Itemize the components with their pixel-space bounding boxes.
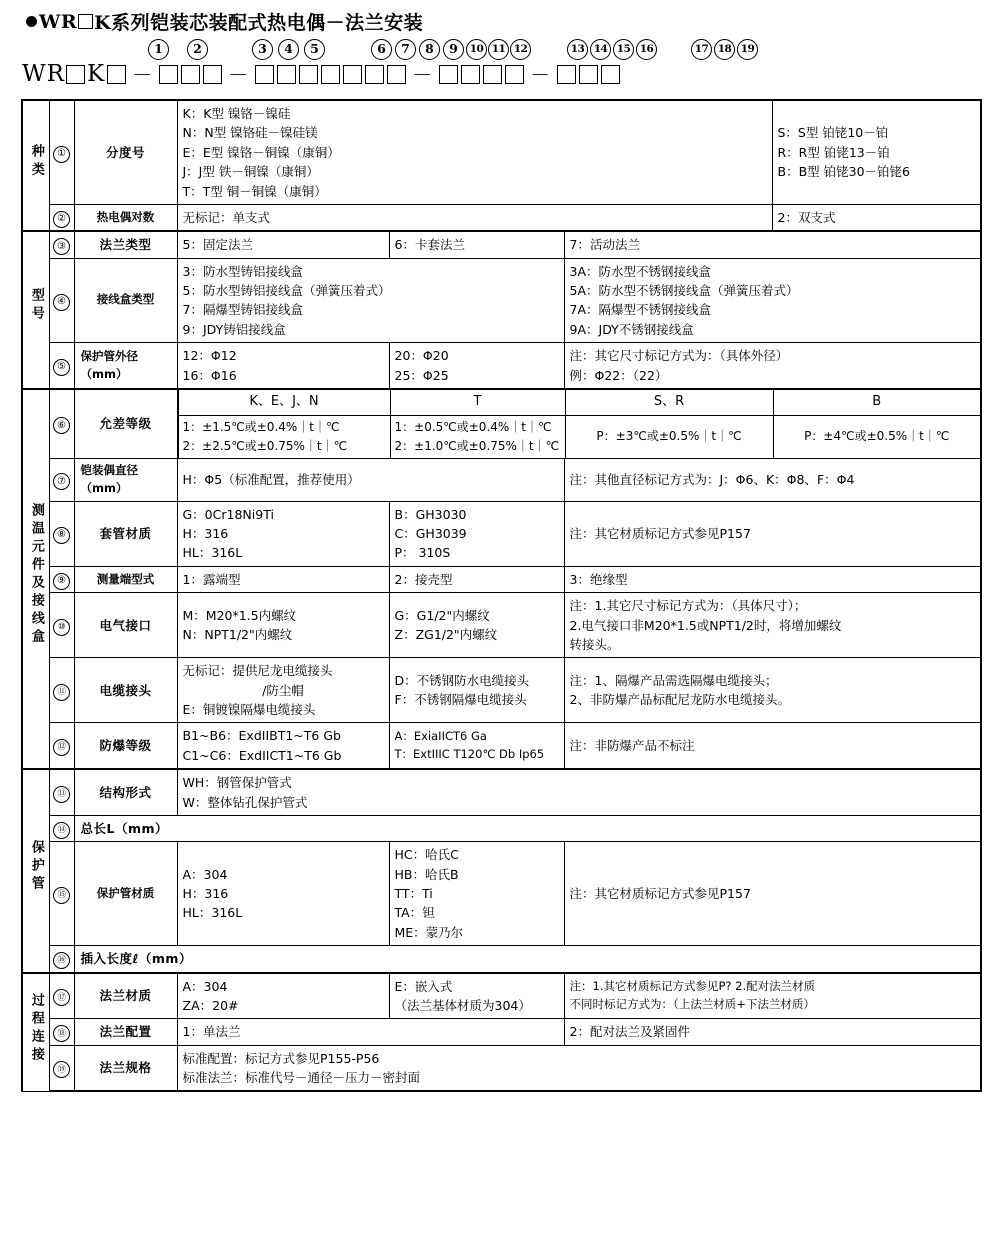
row-label-pair-count: 热电偶对数 bbox=[74, 204, 177, 231]
r6-kejn-line1: 1：±1.5℃或±0.4%｜t｜℃ bbox=[182, 419, 340, 434]
row5-col-a bbox=[177, 343, 389, 389]
row-number-2: ② bbox=[49, 204, 74, 231]
row-label-explosion-proof-class: 防爆等级 bbox=[74, 723, 177, 769]
row12-col-a bbox=[177, 723, 389, 769]
r13-a-line2: W：整体钻孔保护管式 bbox=[182, 794, 308, 810]
row-label-structure-form: 结构形式 bbox=[74, 769, 177, 815]
row2-col-a: 无标记：单支式 bbox=[177, 204, 772, 231]
code-box-11[interactable] bbox=[365, 65, 384, 84]
row19-col-a bbox=[177, 1045, 981, 1091]
r1-a-line5: T：T型 铜－铜镍（康铜） bbox=[182, 183, 327, 199]
row8-col-a bbox=[177, 501, 389, 566]
row18-col-b: 2：配对法兰及紧固件 bbox=[564, 1019, 981, 1045]
row-label-mi-cable-diameter bbox=[74, 459, 177, 502]
r1-a-line3: E：E型 镍铬－铜镍（康铜） bbox=[182, 144, 340, 160]
tolerance-values-t bbox=[390, 415, 565, 458]
r4-b-line4: 9A：JDY不锈钢接线盒 bbox=[569, 321, 694, 337]
code-circle-1: 1 bbox=[148, 39, 169, 60]
r19-a-line2: 标准法兰：标准代号－通径－压力－密封面 bbox=[182, 1070, 421, 1086]
r10-c-line3: 转接头。 bbox=[569, 636, 620, 652]
r15-b-line5: ME：蒙乃尔 bbox=[394, 924, 464, 940]
r11-b-line1: D：不锈钢防水电缆接头 bbox=[394, 672, 530, 688]
row9-col-a: 1：露端型 bbox=[177, 566, 389, 592]
group-label-process-connection: 过程连接 bbox=[22, 973, 49, 1092]
row-label-graduation-code: 分度号 bbox=[74, 100, 177, 204]
table-row-7 bbox=[22, 459, 981, 502]
tolerance-header-sr: S、R bbox=[565, 390, 773, 415]
r7-label-line1: 铠装偶直径 bbox=[80, 463, 138, 478]
code-box-17[interactable] bbox=[557, 65, 576, 84]
code-circle-7: 7 bbox=[395, 39, 416, 60]
tolerance-header-b: B bbox=[773, 390, 980, 415]
title-main: K系列铠装芯装配式热电偶－法兰安装 bbox=[94, 12, 424, 34]
r11-c-line2: 2、非防爆产品标配尼龙防水电缆接头。 bbox=[569, 692, 790, 708]
code-circle-2: 2 bbox=[187, 39, 208, 60]
code-box-4[interactable] bbox=[181, 65, 200, 84]
row1-col-a bbox=[177, 100, 772, 204]
model-code-diagram bbox=[22, 37, 1000, 99]
r8-a-line2: H：316 bbox=[182, 526, 229, 542]
row9-col-c: 3：绝缘型 bbox=[564, 566, 981, 592]
row-label-flange-configuration: 法兰配置 bbox=[74, 1019, 177, 1045]
row15-col-b bbox=[389, 842, 564, 946]
r8-b-line3: P： 310S bbox=[394, 545, 451, 561]
row3-col-a: 5：固定法兰 bbox=[177, 231, 389, 258]
table-row-1 bbox=[22, 100, 981, 204]
r4-a-line4: 9：JDY铸铝接线盒 bbox=[182, 321, 286, 337]
row-label-tolerance-class: 允差等级 bbox=[74, 389, 177, 459]
row-number-6: ⑥ bbox=[49, 389, 74, 459]
code-circle-19: 19 bbox=[737, 39, 758, 60]
r17-a-line2: ZA：20# bbox=[182, 997, 239, 1013]
r8-b-line2: C：GH3039 bbox=[394, 526, 467, 542]
r7-label-line2: （mm） bbox=[80, 480, 128, 495]
row-label-flange-spec: 法兰规格 bbox=[74, 1045, 177, 1091]
row4-col-b bbox=[564, 258, 981, 343]
table-row-15 bbox=[22, 842, 981, 946]
r10-b-line2: Z：ZG1/2"内螺纹 bbox=[394, 627, 498, 643]
r4-a-line1: 3：防水型铸铝接线盒 bbox=[182, 263, 303, 279]
specification-table bbox=[21, 99, 982, 1092]
row-number-4: ④ bbox=[49, 258, 74, 343]
table-row-19 bbox=[22, 1045, 981, 1091]
row12-col-b bbox=[389, 723, 564, 769]
r10-a-line2: N：NPT1/2"内螺纹 bbox=[182, 627, 293, 643]
row8-col-c: 注：其它材质标记方式参见P157 bbox=[564, 501, 981, 566]
row3-col-b: 6：卡套法兰 bbox=[389, 231, 564, 258]
r5-c-line1: 注：其它尺寸标记方式为：（具体外径） bbox=[569, 348, 789, 364]
r5-a-line2: 16：Φ16 bbox=[182, 367, 237, 383]
table-row-8 bbox=[22, 501, 981, 566]
table-row-16 bbox=[22, 946, 981, 973]
r5-b-line1: 20：Φ20 bbox=[394, 348, 449, 364]
r5-label-line2: （mm） bbox=[80, 366, 128, 381]
table-row-17 bbox=[22, 973, 981, 1019]
code-box-type-1[interactable] bbox=[66, 65, 85, 84]
code-dash-2: － bbox=[228, 62, 249, 87]
r15-a-line2: H：316 bbox=[182, 886, 229, 902]
r10-a-line1: M：M20*1.5内螺纹 bbox=[182, 607, 297, 623]
r17-a-line1: A：304 bbox=[182, 978, 228, 994]
row-number-17: ⑰ bbox=[49, 973, 74, 1019]
code-circle-17: 17 bbox=[691, 39, 712, 60]
row3-col-c: 7：活动法兰 bbox=[564, 231, 981, 258]
row9-col-b: 2：接壳型 bbox=[389, 566, 564, 592]
r5-a-line1: 12：Φ12 bbox=[182, 348, 237, 364]
r12-a-line2: C1~C6：ExdIICT1~T6 Gb bbox=[182, 747, 342, 763]
code-circle-8: 8 bbox=[419, 39, 440, 60]
code-box-16[interactable] bbox=[505, 65, 524, 84]
table-row-3 bbox=[22, 231, 981, 258]
group-label-protection-tube: 保护管 bbox=[22, 769, 49, 972]
bullet-icon bbox=[26, 16, 37, 27]
r17-c-line1: 注：1.其它材质标记方式参见P? 2.配对法兰材质 bbox=[569, 979, 816, 994]
row-number-13: ⑬ bbox=[49, 769, 74, 815]
code-box-18[interactable] bbox=[579, 65, 598, 84]
r8-b-line1: B：GH3030 bbox=[394, 506, 467, 522]
r17-b-line2: （法兰基体材质为304） bbox=[394, 997, 531, 1013]
table-row-13 bbox=[22, 769, 981, 815]
code-circle-11: 11 bbox=[488, 39, 509, 60]
code-prefix-k: K bbox=[86, 61, 106, 87]
code-circle-10: 10 bbox=[466, 39, 487, 60]
row11-col-a bbox=[177, 658, 389, 723]
code-dash-1: － bbox=[132, 62, 153, 87]
r12-b-line1: A：ExiaIICT6 Ga bbox=[394, 728, 487, 743]
code-circle-3: 3 bbox=[252, 39, 273, 60]
r15-b-line2: HB：哈氏B bbox=[394, 866, 459, 882]
r5-label-line1: 保护管外径 bbox=[80, 348, 138, 363]
tolerance-value-row bbox=[178, 415, 980, 458]
r12-b-line2: T：ExtIIIC T120℃ Db Ip65 bbox=[394, 746, 545, 761]
group-label-sensing-element: 测温元件及接线盒 bbox=[22, 389, 49, 769]
r15-a-line3: HL：316L bbox=[182, 905, 243, 921]
r1-a-line2: N：N型 镍铬硅－镍硅镁 bbox=[182, 125, 318, 141]
code-number-row bbox=[22, 39, 758, 60]
row-number-3: ③ bbox=[49, 231, 74, 258]
code-circle-14: 14 bbox=[590, 39, 611, 60]
row-label-junction-box-type: 接线盒类型 bbox=[74, 258, 177, 343]
row-number-11: ⑪ bbox=[49, 658, 74, 723]
code-box-3[interactable] bbox=[159, 65, 178, 84]
row-number-9: ⑨ bbox=[49, 566, 74, 592]
r11-a-line2: /防尘帽 bbox=[262, 682, 304, 698]
code-circle-9: 9 bbox=[443, 39, 464, 60]
code-circle-15: 15 bbox=[613, 39, 634, 60]
row8-col-b bbox=[389, 501, 564, 566]
r10-b-line1: G：G1/2"内螺纹 bbox=[394, 607, 490, 623]
title-placeholder-box-icon bbox=[78, 14, 93, 29]
row-label-cable-gland: 电缆接头 bbox=[74, 658, 177, 723]
group-label-category: 种类 bbox=[22, 100, 49, 231]
r1-a-line4: J：J型 铁－铜镍（康铜） bbox=[182, 164, 319, 180]
row17-col-b bbox=[389, 973, 564, 1019]
r11-a-line1: 无标记：提供尼龙电缆接头 bbox=[182, 663, 333, 679]
row10-col-c bbox=[564, 593, 981, 658]
tolerance-values-sr: P：±3℃或±0.5%｜t｜℃ bbox=[565, 415, 773, 458]
code-box-5[interactable] bbox=[203, 65, 222, 84]
row1-col-b bbox=[772, 100, 981, 204]
code-circle-5: 5 bbox=[304, 39, 325, 60]
table-row-10 bbox=[22, 593, 981, 658]
code-circle-16: 16 bbox=[636, 39, 657, 60]
r5-b-line2: 25：Φ25 bbox=[394, 367, 449, 383]
row10-col-b bbox=[389, 593, 564, 658]
r1-b-line3: B：B型 铂铑30－铂铑6 bbox=[777, 164, 910, 180]
table-row-2 bbox=[22, 204, 981, 231]
r4-a-line3: 7：隔爆型铸铝接线盒 bbox=[182, 302, 303, 318]
code-prefix-wr: WR bbox=[22, 61, 65, 87]
code-circle-6: 6 bbox=[371, 39, 392, 60]
r12-a-line1: B1~B6：ExdIIBT1~T6 Gb bbox=[182, 728, 341, 744]
r11-c-line1: 注：1、隔爆产品需选隔爆电缆接头； bbox=[569, 672, 778, 688]
row-label-flange-type: 法兰类型 bbox=[74, 231, 177, 258]
row-number-19: ⑲ bbox=[49, 1045, 74, 1091]
r17-b-line1: E：嵌入式 bbox=[394, 978, 453, 994]
r15-b-line1: HC：哈氏C bbox=[394, 847, 459, 863]
row-number-16: ⑯ bbox=[49, 946, 74, 973]
row7-col-a: H：Φ5（标准配置，推荐使用） bbox=[177, 459, 564, 502]
code-box-19[interactable] bbox=[601, 65, 620, 84]
r4-a-line2: 5：防水型铸铝接线盒（弹簧压着式） bbox=[182, 283, 391, 298]
code-box-15[interactable] bbox=[483, 65, 502, 84]
r4-b-line3: 7A：隔爆型不锈钢接线盒 bbox=[569, 302, 712, 318]
table-row-14 bbox=[22, 815, 981, 841]
table-row-18 bbox=[22, 1019, 981, 1045]
table-row-6 bbox=[22, 389, 981, 459]
tolerance-subtable bbox=[178, 390, 981, 458]
row17-col-a bbox=[177, 973, 389, 1019]
row-number-15: ⑮ bbox=[49, 842, 74, 946]
r11-a-line3: E：铜镀镍隔爆电缆接头 bbox=[182, 702, 316, 718]
row4-col-a bbox=[177, 258, 564, 343]
tolerance-header-row bbox=[178, 390, 980, 415]
row11-col-c bbox=[564, 658, 981, 723]
code-box-14[interactable] bbox=[461, 65, 480, 84]
r17-c-line2: 不同时标记方式为：（上法兰材质+下法兰材质） bbox=[569, 996, 815, 1011]
r10-c-line1: 注：1.其它尺寸标记方式为：（具体尺寸）； bbox=[569, 598, 807, 614]
group-label-model: 型号 bbox=[22, 231, 49, 389]
r15-b-line4: TA：钽 bbox=[394, 905, 435, 921]
table-row-9 bbox=[22, 566, 981, 592]
row-number-10: ⑩ bbox=[49, 593, 74, 658]
r4-b-line2: 5A：防水型不锈钢接线盒（弹簧压着式） bbox=[569, 283, 799, 298]
row-label-total-length: 总长L（mm） bbox=[74, 815, 981, 841]
row12-col-c: 注：非防爆产品不标注 bbox=[564, 723, 981, 769]
row-label-sheath-material: 套管材质 bbox=[74, 501, 177, 566]
row-number-1: ① bbox=[49, 100, 74, 204]
r6-t-line2: 2：±1.0℃或±0.75%｜t｜℃ bbox=[394, 438, 560, 453]
row11-col-b bbox=[389, 658, 564, 723]
code-box-12[interactable] bbox=[387, 65, 406, 84]
r13-a-line1: WH：钢管保护管式 bbox=[182, 775, 292, 791]
r15-b-line3: TT：Ti bbox=[394, 886, 433, 902]
tolerance-values-kejn bbox=[178, 415, 390, 458]
row-number-5: ⑤ bbox=[49, 343, 74, 389]
tolerance-header-t: T bbox=[390, 390, 565, 415]
code-box-8[interactable] bbox=[299, 65, 318, 84]
row15-col-a bbox=[177, 842, 389, 946]
code-circle-13: 13 bbox=[567, 39, 588, 60]
row6-tolerance-subtable-cell bbox=[177, 389, 981, 459]
table-row-4 bbox=[22, 258, 981, 343]
r19-a-line1: 标准配置：标记方式参见P155-P56 bbox=[182, 1050, 380, 1066]
table-row-12 bbox=[22, 723, 981, 769]
r6-t-line1: 1：±0.5℃或±0.4%｜t｜℃ bbox=[394, 419, 552, 434]
code-box-row bbox=[22, 63, 621, 86]
row-number-14: ⑭ bbox=[49, 815, 74, 841]
r8-a-line1: G：0Cr18Ni9Ti bbox=[182, 506, 274, 522]
r4-b-line1: 3A：防水型不锈钢接线盒 bbox=[569, 263, 712, 279]
code-box-type-2[interactable] bbox=[107, 65, 126, 84]
table-row-5 bbox=[22, 343, 981, 389]
code-box-13[interactable] bbox=[439, 65, 458, 84]
r1-b-line2: R：R型 铂铑13－铂 bbox=[777, 144, 890, 160]
tolerance-header-kejn: K、E、J、N bbox=[178, 390, 390, 415]
row5-col-b bbox=[389, 343, 564, 389]
code-box-10[interactable] bbox=[343, 65, 362, 84]
row-number-12: ⑫ bbox=[49, 723, 74, 769]
row-number-18: ⑱ bbox=[49, 1019, 74, 1045]
row-label-insertion-length: 插入长度ℓ（mm） bbox=[74, 946, 981, 973]
row-label-electrical-connection: 电气接口 bbox=[74, 593, 177, 658]
row-label-flange-material: 法兰材质 bbox=[74, 973, 177, 1019]
code-circle-18: 18 bbox=[714, 39, 735, 60]
row2-col-b: 2：双支式 bbox=[772, 204, 981, 231]
r6-kejn-line2: 2：±2.5℃或±0.75%｜t｜℃ bbox=[182, 438, 348, 453]
row-label-tube-material: 保护管材质 bbox=[74, 842, 177, 946]
title-prefix: WR bbox=[39, 10, 78, 33]
row15-col-c: 注：其它材质标记方式参见P157 bbox=[564, 842, 981, 946]
r10-c-line2: 2.电气接口非M20*1.5或NPT1/2时，将增加螺纹 bbox=[569, 617, 842, 633]
row10-col-a bbox=[177, 593, 389, 658]
table-row-11 bbox=[22, 658, 981, 723]
row17-col-c bbox=[564, 973, 981, 1019]
code-circle-12: 12 bbox=[510, 39, 531, 60]
code-dash-4: － bbox=[530, 62, 551, 87]
r11-b-line2: F：不锈钢隔爆电缆接头 bbox=[394, 692, 527, 708]
code-box-9[interactable] bbox=[321, 65, 340, 84]
code-dash-3: － bbox=[412, 62, 433, 87]
row-number-7: ⑦ bbox=[49, 459, 74, 502]
r5-c-line2: 例：Φ22：（22） bbox=[569, 367, 668, 383]
row-label-measuring-junction: 测量端型式 bbox=[74, 566, 177, 592]
r15-a-line1: A：304 bbox=[182, 866, 228, 882]
row5-col-c bbox=[564, 343, 981, 389]
tolerance-values-b: P：±4℃或±0.5%｜t｜℃ bbox=[773, 415, 980, 458]
code-circle-4: 4 bbox=[278, 39, 299, 60]
row13-col-a bbox=[177, 769, 981, 815]
row-number-8: ⑧ bbox=[49, 501, 74, 566]
row18-col-a: 1：单法兰 bbox=[177, 1019, 564, 1045]
code-box-7[interactable] bbox=[277, 65, 296, 84]
page-title bbox=[0, 0, 1000, 37]
row-label-tube-od bbox=[74, 343, 177, 389]
code-box-6[interactable] bbox=[255, 65, 274, 84]
r1-a-line1: K：K型 镍铬－镍硅 bbox=[182, 106, 291, 121]
r8-a-line3: HL：316L bbox=[182, 545, 243, 561]
row7-col-b: 注：其他直径标记方式为：J：Φ6、K：Φ8、F：Φ4 bbox=[564, 459, 981, 502]
r1-b-line1: S：S型 铂铑10－铂 bbox=[777, 125, 889, 141]
